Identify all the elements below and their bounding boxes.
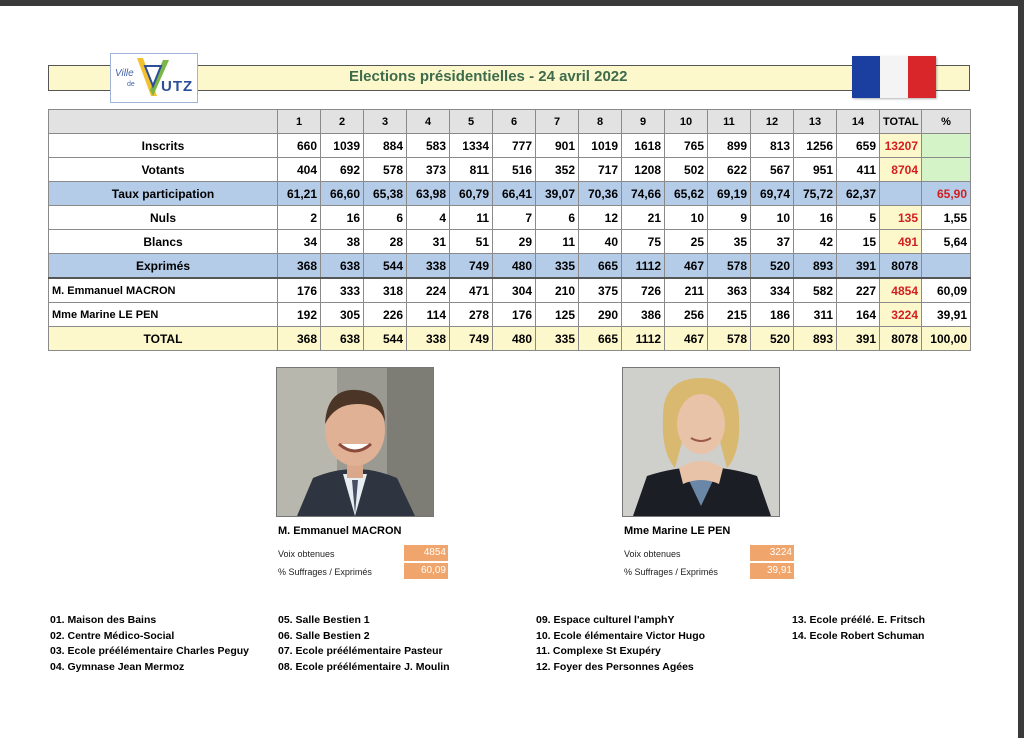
table-cell: 1039 xyxy=(321,134,364,158)
row-label: Mme Marine LE PEN xyxy=(49,303,278,327)
table-row-total xyxy=(49,327,971,351)
table-cell: 391 xyxy=(837,327,880,351)
table-cell: 373 xyxy=(407,158,450,182)
table-cell: 29 xyxy=(493,230,536,254)
table-row-exprimes xyxy=(49,254,971,279)
table-row-nuls xyxy=(49,206,971,230)
table-cell: 582 xyxy=(794,278,837,303)
table-row-blancs xyxy=(49,230,971,254)
table-row-lepen xyxy=(49,303,971,327)
pct-value-macron: 60,09 xyxy=(404,563,448,579)
station-item: 02. Centre Médico-Social xyxy=(50,629,175,642)
table-cell: 176 xyxy=(493,303,536,327)
total-cell: 8704 xyxy=(880,158,922,182)
table-cell: 901 xyxy=(536,134,579,158)
table-cell: 65,38 xyxy=(364,182,407,206)
percent-cell: 39,91 xyxy=(922,303,971,327)
table-cell: 335 xyxy=(536,327,579,351)
table-cell: 28 xyxy=(364,230,407,254)
total-cell: 135 xyxy=(880,206,922,230)
column-header: 7 xyxy=(536,110,579,134)
table-cell: 290 xyxy=(579,303,622,327)
table-cell: 338 xyxy=(407,327,450,351)
table-cell: 63,98 xyxy=(407,182,450,206)
table-row-macron xyxy=(49,278,971,303)
table-cell: 125 xyxy=(536,303,579,327)
station-item: 13. Ecole préélé. E. Fritsch xyxy=(792,614,926,626)
table-cell: 411 xyxy=(837,158,880,182)
table-cell: 749 xyxy=(450,254,493,279)
table-cell: 10 xyxy=(751,206,794,230)
table-cell: 278 xyxy=(450,303,493,327)
table-cell: 210 xyxy=(536,278,579,303)
total-cell: 4854 xyxy=(880,278,922,303)
logo-text-de: de xyxy=(127,81,135,88)
table-cell: 583 xyxy=(407,134,450,158)
table-cell: 665 xyxy=(579,254,622,279)
table-cell: 2 xyxy=(278,206,321,230)
table-cell: 544 xyxy=(364,327,407,351)
station-item: 12. Foyer des Personnes Agées xyxy=(536,660,694,673)
percent-cell: 5,64 xyxy=(922,230,971,254)
table-cell: 544 xyxy=(364,254,407,279)
station-item: 07. Ecole préélémentaire Pasteur xyxy=(278,645,443,657)
table-header-row xyxy=(49,110,971,134)
table-cell: 66,60 xyxy=(321,182,364,206)
table-cell: 25 xyxy=(665,230,708,254)
table-cell: 5 xyxy=(837,206,880,230)
stations-column-4 xyxy=(792,613,925,644)
column-header: 10 xyxy=(665,110,708,134)
row-label: Taux participation xyxy=(49,182,278,206)
table-cell: 893 xyxy=(794,327,837,351)
table-cell: 1019 xyxy=(579,134,622,158)
table-cell: 765 xyxy=(665,134,708,158)
station-item: 10. Ecole élémentaire Victor Hugo xyxy=(536,629,706,642)
table-cell: 516 xyxy=(493,158,536,182)
table-cell: 75,72 xyxy=(794,182,837,206)
table-cell: 31 xyxy=(407,230,450,254)
column-header: 9 xyxy=(622,110,665,134)
percent-cell xyxy=(922,158,971,182)
table-row-taux xyxy=(49,182,971,206)
table-cell: 578 xyxy=(708,254,751,279)
row-label: M. Emmanuel MACRON xyxy=(49,278,278,303)
french-flag-icon xyxy=(852,56,936,98)
table-cell: 256 xyxy=(665,303,708,327)
table-cell: 69,19 xyxy=(708,182,751,206)
table-cell: 11 xyxy=(536,230,579,254)
table-cell: 813 xyxy=(751,134,794,158)
table-cell: 567 xyxy=(751,158,794,182)
candidate-photo-macron xyxy=(276,367,434,517)
row-label: Exprimés xyxy=(49,254,278,279)
table-cell: 480 xyxy=(493,254,536,279)
table-cell: 211 xyxy=(665,278,708,303)
table-cell: 811 xyxy=(450,158,493,182)
table-cell: 1112 xyxy=(622,327,665,351)
table-row-votants xyxy=(49,158,971,182)
logo-text-utz: UTZ xyxy=(161,78,194,95)
votes-value-lepen: 3224 xyxy=(750,545,794,561)
total-cell: 3224 xyxy=(880,303,922,327)
table-cell: 70,36 xyxy=(579,182,622,206)
table-cell: 11 xyxy=(450,206,493,230)
table-cell: 60,79 xyxy=(450,182,493,206)
results-table xyxy=(48,109,971,351)
votes-label-macron: Voix obtenues xyxy=(278,549,335,559)
table-cell: 692 xyxy=(321,158,364,182)
table-cell: 304 xyxy=(493,278,536,303)
candidate-name-macron: M. Emmanuel MACRON xyxy=(278,525,402,537)
table-cell: 333 xyxy=(321,278,364,303)
table-cell: 467 xyxy=(665,327,708,351)
percent-cell: 65,90 xyxy=(922,182,971,206)
table-cell: 37 xyxy=(751,230,794,254)
table-cell: 520 xyxy=(751,327,794,351)
table-cell: 578 xyxy=(364,158,407,182)
table-cell: 34 xyxy=(278,230,321,254)
station-item: 08. Ecole préélémentaire J. Moulin xyxy=(278,660,450,673)
station-item: 01. Maison des Bains xyxy=(50,614,157,626)
percent-cell: 100,00 xyxy=(922,327,971,351)
table-cell: 227 xyxy=(837,278,880,303)
table-cell: 16 xyxy=(321,206,364,230)
candidate-name-lepen: Mme Marine LE PEN xyxy=(624,525,731,537)
table-cell: 471 xyxy=(450,278,493,303)
table-cell: 502 xyxy=(665,158,708,182)
table-cell: 777 xyxy=(493,134,536,158)
column-header: 14 xyxy=(837,110,880,134)
results-document xyxy=(0,6,1018,738)
table-cell: 391 xyxy=(837,254,880,279)
station-item: 14. Ecole Robert Schuman xyxy=(792,629,925,642)
table-cell: 368 xyxy=(278,327,321,351)
table-cell: 665 xyxy=(579,327,622,351)
station-item: 03. Ecole préélémentaire Charles Peguy xyxy=(50,645,250,657)
table-cell: 62,37 xyxy=(837,182,880,206)
logo-text-ville: Ville xyxy=(115,68,134,79)
total-cell: 8078 xyxy=(880,327,922,351)
table-cell: 893 xyxy=(794,254,837,279)
row-label: Blancs xyxy=(49,230,278,254)
table-cell: 352 xyxy=(536,158,579,182)
station-item: 09. Espace culturel l'amphY xyxy=(536,614,675,626)
percent-cell xyxy=(922,134,971,158)
table-cell: 335 xyxy=(536,254,579,279)
table-cell: 164 xyxy=(837,303,880,327)
row-label: Votants xyxy=(49,158,278,182)
table-cell: 480 xyxy=(493,327,536,351)
table-cell: 39,07 xyxy=(536,182,579,206)
column-header: TOTAL xyxy=(880,110,922,134)
table-cell: 305 xyxy=(321,303,364,327)
table-cell: 176 xyxy=(278,278,321,303)
column-header: 2 xyxy=(321,110,364,134)
candidate-photo-lepen xyxy=(622,367,780,517)
table-cell: 21 xyxy=(622,206,665,230)
table-cell: 660 xyxy=(278,134,321,158)
page-title: Elections présidentielles - 24 avril 2022 xyxy=(349,68,628,85)
total-cell: 491 xyxy=(880,230,922,254)
table-cell: 375 xyxy=(579,278,622,303)
table-cell: 12 xyxy=(579,206,622,230)
table-cell: 1208 xyxy=(622,158,665,182)
stations-column-1 xyxy=(50,613,249,675)
table-cell: 467 xyxy=(665,254,708,279)
column-header: % xyxy=(922,110,971,134)
column-header: 11 xyxy=(708,110,751,134)
table-cell: 61,21 xyxy=(278,182,321,206)
table-cell: 1334 xyxy=(450,134,493,158)
table-cell: 9 xyxy=(708,206,751,230)
table-cell: 311 xyxy=(794,303,837,327)
table-cell: 363 xyxy=(708,278,751,303)
table-cell: 717 xyxy=(579,158,622,182)
column-header: 5 xyxy=(450,110,493,134)
table-cell: 74,66 xyxy=(622,182,665,206)
table-cell: 951 xyxy=(794,158,837,182)
table-cell: 226 xyxy=(364,303,407,327)
station-item: 11. Complexe St Exupéry xyxy=(536,645,661,657)
table-cell: 35 xyxy=(708,230,751,254)
percent-cell xyxy=(922,254,971,279)
table-cell: 215 xyxy=(708,303,751,327)
station-item: 04. Gymnase Jean Mermoz xyxy=(50,660,185,673)
table-cell: 6 xyxy=(364,206,407,230)
station-item: 06. Salle Bestien 2 xyxy=(278,629,370,642)
percent-cell: 60,09 xyxy=(922,278,971,303)
city-logo xyxy=(110,53,198,103)
table-cell: 368 xyxy=(278,254,321,279)
votes-label-lepen: Voix obtenues xyxy=(624,549,681,559)
table-cell: 192 xyxy=(278,303,321,327)
stations-column-3 xyxy=(536,613,705,675)
total-cell: 13207 xyxy=(880,134,922,158)
row-label: Nuls xyxy=(49,206,278,230)
table-cell: 659 xyxy=(837,134,880,158)
total-cell: 8078 xyxy=(880,254,922,279)
row-label: TOTAL xyxy=(49,327,278,351)
table-cell: 16 xyxy=(794,206,837,230)
table-row-inscrits xyxy=(49,134,971,158)
votes-value-macron: 4854 xyxy=(404,545,448,561)
table-cell: 749 xyxy=(450,327,493,351)
table-cell: 40 xyxy=(579,230,622,254)
table-cell: 404 xyxy=(278,158,321,182)
column-header: 3 xyxy=(364,110,407,134)
table-cell: 4 xyxy=(407,206,450,230)
header-corner-cell xyxy=(49,110,278,134)
table-cell: 42 xyxy=(794,230,837,254)
pct-label-lepen: % Suffrages / Exprimés xyxy=(624,567,718,577)
table-cell: 884 xyxy=(364,134,407,158)
table-cell: 1256 xyxy=(794,134,837,158)
total-cell xyxy=(880,182,922,206)
table-cell: 51 xyxy=(450,230,493,254)
pct-label-macron: % Suffrages / Exprimés xyxy=(278,567,372,577)
table-cell: 334 xyxy=(751,278,794,303)
table-cell: 726 xyxy=(622,278,665,303)
table-cell: 6 xyxy=(536,206,579,230)
table-cell: 186 xyxy=(751,303,794,327)
table-cell: 338 xyxy=(407,254,450,279)
station-item: 05. Salle Bestien 1 xyxy=(278,614,370,626)
table-cell: 1618 xyxy=(622,134,665,158)
column-header: 12 xyxy=(751,110,794,134)
table-cell: 578 xyxy=(708,327,751,351)
column-header: 1 xyxy=(278,110,321,134)
row-label: Inscrits xyxy=(49,134,278,158)
table-cell: 66,41 xyxy=(493,182,536,206)
table-cell: 520 xyxy=(751,254,794,279)
table-cell: 386 xyxy=(622,303,665,327)
stations-column-2 xyxy=(278,613,450,675)
table-cell: 1112 xyxy=(622,254,665,279)
table-cell: 899 xyxy=(708,134,751,158)
table-cell: 318 xyxy=(364,278,407,303)
table-cell: 15 xyxy=(837,230,880,254)
table-cell: 638 xyxy=(321,327,364,351)
pct-value-lepen: 39,91 xyxy=(750,563,794,579)
table-cell: 10 xyxy=(665,206,708,230)
percent-cell: 1,55 xyxy=(922,206,971,230)
table-cell: 638 xyxy=(321,254,364,279)
table-cell: 38 xyxy=(321,230,364,254)
table-cell: 224 xyxy=(407,278,450,303)
table-cell: 114 xyxy=(407,303,450,327)
table-cell: 7 xyxy=(493,206,536,230)
table-cell: 65,62 xyxy=(665,182,708,206)
column-header: 4 xyxy=(407,110,450,134)
column-header: 13 xyxy=(794,110,837,134)
table-cell: 622 xyxy=(708,158,751,182)
table-cell: 75 xyxy=(622,230,665,254)
column-header: 8 xyxy=(579,110,622,134)
table-cell: 69,74 xyxy=(751,182,794,206)
column-header: 6 xyxy=(493,110,536,134)
